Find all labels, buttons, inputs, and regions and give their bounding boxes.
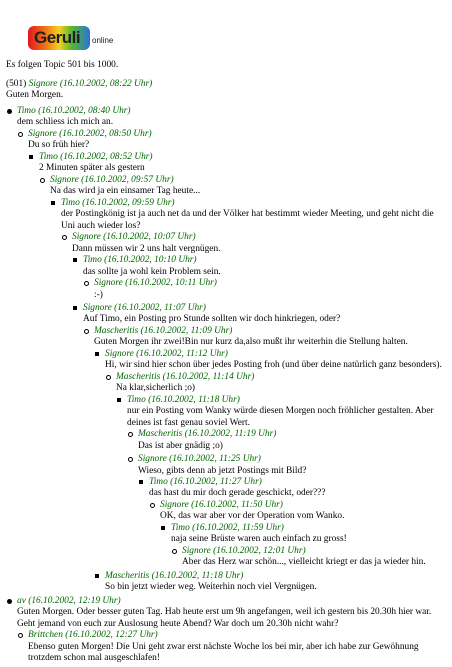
post-header xyxy=(138,454,261,464)
post-date: (16.10.2002, 11:25 Uhr) xyxy=(169,454,261,465)
thread-post xyxy=(17,630,448,664)
post-header xyxy=(39,152,153,162)
post-header xyxy=(182,546,306,556)
reply-list xyxy=(160,523,448,569)
reply-list xyxy=(116,395,448,569)
post-date: (16.10.2002, 12:01 Uhr) xyxy=(213,545,306,556)
bullet-icon xyxy=(51,201,55,205)
post-header xyxy=(83,255,197,265)
post-text: dem schliess ich mich an. xyxy=(17,117,114,128)
thread-post xyxy=(127,429,448,452)
bullet-icon xyxy=(73,258,77,262)
bullet-icon xyxy=(73,306,77,310)
post-text: Auf Timo, ein Posting pro Stunde sollten wir doch hinkriegen, oder? xyxy=(83,314,341,325)
post-number: (501) xyxy=(6,79,27,89)
post-text: naja seine Brüste waren auch einfach zu gross! xyxy=(171,534,347,545)
post-date: (16.10.2002, 11:12 Uhr) xyxy=(136,348,228,359)
post-text: 2 Minuten später als gestern xyxy=(39,163,145,174)
bullet-icon xyxy=(161,526,165,530)
post-header xyxy=(149,477,262,487)
post-date: (16.10.2002, 11:50 Uhr) xyxy=(191,499,283,510)
post-date: (16.10.2002, 11:07 Uhr) xyxy=(114,302,206,313)
bullet-icon xyxy=(95,352,99,356)
thread-post xyxy=(83,326,448,594)
post-date: (16.10.2002, 11:09 Uhr) xyxy=(140,325,233,336)
post-header xyxy=(17,596,121,606)
reply-list xyxy=(50,198,448,594)
post-header xyxy=(116,372,254,382)
post-date: (16.10.2002, 09:57 Uhr) xyxy=(81,174,174,185)
reply-list xyxy=(127,429,448,569)
post-author-link[interactable]: Timo xyxy=(127,394,146,405)
post-date: (16.10.2002, 08:50 Uhr) xyxy=(59,128,152,139)
post-header xyxy=(127,395,240,405)
reply-list xyxy=(94,349,448,594)
thread-post xyxy=(83,278,448,301)
thread-post xyxy=(61,232,448,594)
post-text: das sollte ja wohl kein Problem sein. xyxy=(83,266,221,277)
thread-post xyxy=(6,106,448,594)
post-author-link[interactable]: Signore xyxy=(138,454,167,465)
post-text: :-) xyxy=(94,289,103,300)
bullet-icon xyxy=(139,480,143,484)
post-header xyxy=(171,523,284,533)
post-date: (16.10.2002, 11:18 Uhr) xyxy=(151,570,244,581)
reply-list xyxy=(171,546,448,569)
post-date: (16.10.2002, 11:19 Uhr) xyxy=(184,429,277,440)
post-date: (16.10.2002, 11:27 Uhr) xyxy=(170,477,262,487)
post-author-link[interactable]: Brittchen xyxy=(28,630,63,641)
post-date: (16.10.2002, 12:19 Uhr) xyxy=(28,595,121,606)
bullet-icon xyxy=(40,178,45,183)
bullet-icon xyxy=(84,329,89,334)
bullet-icon xyxy=(128,432,133,437)
post-text: Guten Morgen ihr zwei!Bin nur kurz da,also mußt ihr weiterhin die Stellung halten. xyxy=(94,337,408,348)
post-date: (16.10.2002, 11:18 Uhr) xyxy=(148,394,240,405)
bullet-icon xyxy=(62,235,67,240)
post-header xyxy=(28,630,158,640)
post-date: (16.10.2002, 10:11 Uhr) xyxy=(125,278,217,289)
bullet-icon xyxy=(150,503,155,508)
post-text: Dann müssen wir 2 uns halt vergnügen. xyxy=(72,243,221,254)
post-header xyxy=(94,278,217,288)
post-author-link[interactable]: Signore xyxy=(160,499,189,510)
post-author-link[interactable]: Timo xyxy=(149,477,168,487)
bullet-icon xyxy=(172,549,177,554)
post-text: OK, das war aber vor der Operation vom Wanko. xyxy=(160,511,345,522)
post-author-link[interactable]: Timo xyxy=(39,151,58,162)
bullet-icon xyxy=(7,109,12,114)
bullet-icon xyxy=(128,457,133,462)
logo-suffix: online xyxy=(92,36,114,45)
thread-post xyxy=(50,198,448,594)
bullet-icon xyxy=(95,574,99,578)
post-text: der Postingkönig ist ja auch net da und der Völker hat bestimmt wieder Meeting, und geht nicht die Uni auch wieder los? xyxy=(61,209,434,231)
post-date: (16.10.2002, 10:10 Uhr) xyxy=(104,255,197,266)
post-header xyxy=(160,500,283,510)
post-author-link[interactable]: Signore xyxy=(50,174,79,185)
post-text: Hi, wir sind hier schon über jedes Posting froh (und über deine natürlich ganz besonders). xyxy=(105,360,442,371)
bullet-icon xyxy=(18,132,23,137)
thread-post xyxy=(160,523,448,569)
post-author-link[interactable]: Mascheritis xyxy=(105,570,150,581)
post-text: Na klar,sicherlich ;o) xyxy=(116,383,196,394)
post-header xyxy=(61,198,175,208)
site-logo[interactable] xyxy=(28,26,138,50)
post-text: Aber das Herz war schön..., vielleicht kriegt er das ja wieder hin. xyxy=(182,557,426,568)
post-text: Du so früh hier? xyxy=(28,140,90,151)
post-text: Das ist aber gnädig ;o) xyxy=(138,440,223,451)
post-header xyxy=(105,349,228,359)
reply-list xyxy=(61,232,448,594)
post-header xyxy=(105,571,243,581)
post-header xyxy=(83,303,206,313)
thread-post xyxy=(6,596,448,665)
post-text: So bin jetzt wieder weg. Weiterhin noch viel Vergnügen. xyxy=(105,582,317,593)
bullet-icon xyxy=(29,155,33,159)
thread-post xyxy=(72,303,448,594)
post-author-link[interactable]: Signore xyxy=(94,278,123,289)
post-header xyxy=(138,429,276,439)
post-text: Guten Morgen. xyxy=(6,90,64,101)
reply-list xyxy=(72,255,448,594)
reply-list xyxy=(6,106,448,665)
thread-post xyxy=(127,454,448,569)
bullet-icon xyxy=(84,281,89,286)
post-text: das hast du mir doch gerade geschickt, oder??? xyxy=(149,488,326,499)
post-date: (16.10.2002, 11:14 Uhr) xyxy=(162,371,255,382)
post-header xyxy=(17,106,131,116)
reply-list xyxy=(28,152,448,594)
thread-post xyxy=(28,152,448,594)
post-author-link[interactable]: Timo xyxy=(83,255,102,266)
post-author-link[interactable]: Signore xyxy=(28,79,58,89)
post-date: (16.10.2002, 08:52 Uhr) xyxy=(60,151,153,162)
bullet-icon xyxy=(18,633,23,638)
post-text: nur ein Posting vom Wanky würde diesen Morgen noch fröhlicher gestalten. Aber deines ist fast genau soviel Wert. xyxy=(127,406,434,428)
thread-post xyxy=(17,129,448,594)
post-author-link[interactable]: av xyxy=(17,595,26,606)
post-header xyxy=(28,129,152,139)
post-author-link[interactable]: Timo xyxy=(171,522,190,533)
reply-list xyxy=(83,278,448,301)
reply-list xyxy=(83,326,448,594)
post-date: (16.10.2002, 08:22 Uhr) xyxy=(59,79,153,89)
post-author-link[interactable]: Signore xyxy=(28,128,57,139)
post-text: Wieso, gibts denn ab jetzt Postings mit Bild? xyxy=(138,465,307,476)
post-author-link[interactable]: Mascheritis xyxy=(116,371,161,382)
post-date: (16.10.2002, 08:40 Uhr) xyxy=(38,106,131,116)
reply-list xyxy=(17,630,448,664)
post-author-link[interactable]: Timo xyxy=(61,197,80,208)
bullet-icon xyxy=(106,375,111,380)
post-author-link[interactable]: Mascheritis xyxy=(138,429,183,440)
post-author-link[interactable]: Mascheritis xyxy=(94,325,139,336)
post-text: Na das wird ja ein einsamer Tag heute... xyxy=(50,186,201,197)
bullet-icon xyxy=(117,398,121,402)
thread-post xyxy=(94,349,448,569)
post-author-link[interactable]: Signore xyxy=(72,232,101,243)
post-author-link[interactable]: Signore xyxy=(105,348,134,359)
logo-text: Geruli xyxy=(34,28,81,47)
post-header xyxy=(94,326,232,336)
intro-text: Es folgen Topic 501 bis 1000. xyxy=(6,60,119,70)
thread-post xyxy=(105,372,448,569)
thread-post xyxy=(171,546,448,569)
post-author-link[interactable]: Signore xyxy=(182,545,211,556)
post-author-link[interactable]: Timo xyxy=(17,106,36,116)
post-date: (16.10.2002, 12:27 Uhr) xyxy=(65,630,158,641)
thread-post xyxy=(116,395,448,569)
post-header xyxy=(50,175,174,185)
post-text: Ebenso guten Morgen! Die Uni geht zwar erst nächste Woche los bei mir, aber ich habe zur Gewöhnung trotzdem schon mal ausgeschlafen! xyxy=(28,641,419,664)
thread-post xyxy=(39,175,448,594)
post-author-link[interactable]: Signore xyxy=(83,302,112,313)
thread-post xyxy=(72,255,448,301)
reply-list xyxy=(17,129,448,594)
post-date: (16.10.2002, 11:59 Uhr) xyxy=(192,522,284,533)
post-text: Guten Morgen. Oder besser guten Tag. Hab heute erst um 9h angefangen, weil ich gestern bis 20.30h hier war. Geht jemand von euch zur Auslosung heute Abend? War doch um 20.30h nicht wahr? xyxy=(17,607,432,629)
post-header xyxy=(72,232,196,242)
thread-tree xyxy=(6,106,448,667)
reply-list xyxy=(39,175,448,594)
bullet-icon xyxy=(7,599,12,604)
thread-post xyxy=(94,571,448,594)
thread-post xyxy=(138,477,448,569)
reply-list xyxy=(149,500,448,569)
post-date: (16.10.2002, 10:07 Uhr) xyxy=(103,232,196,243)
reply-list xyxy=(105,372,448,569)
first-post xyxy=(6,79,152,102)
thread-post xyxy=(149,500,448,569)
reply-list xyxy=(138,477,448,569)
post-date: (16.10.2002, 09:59 Uhr) xyxy=(82,197,175,208)
